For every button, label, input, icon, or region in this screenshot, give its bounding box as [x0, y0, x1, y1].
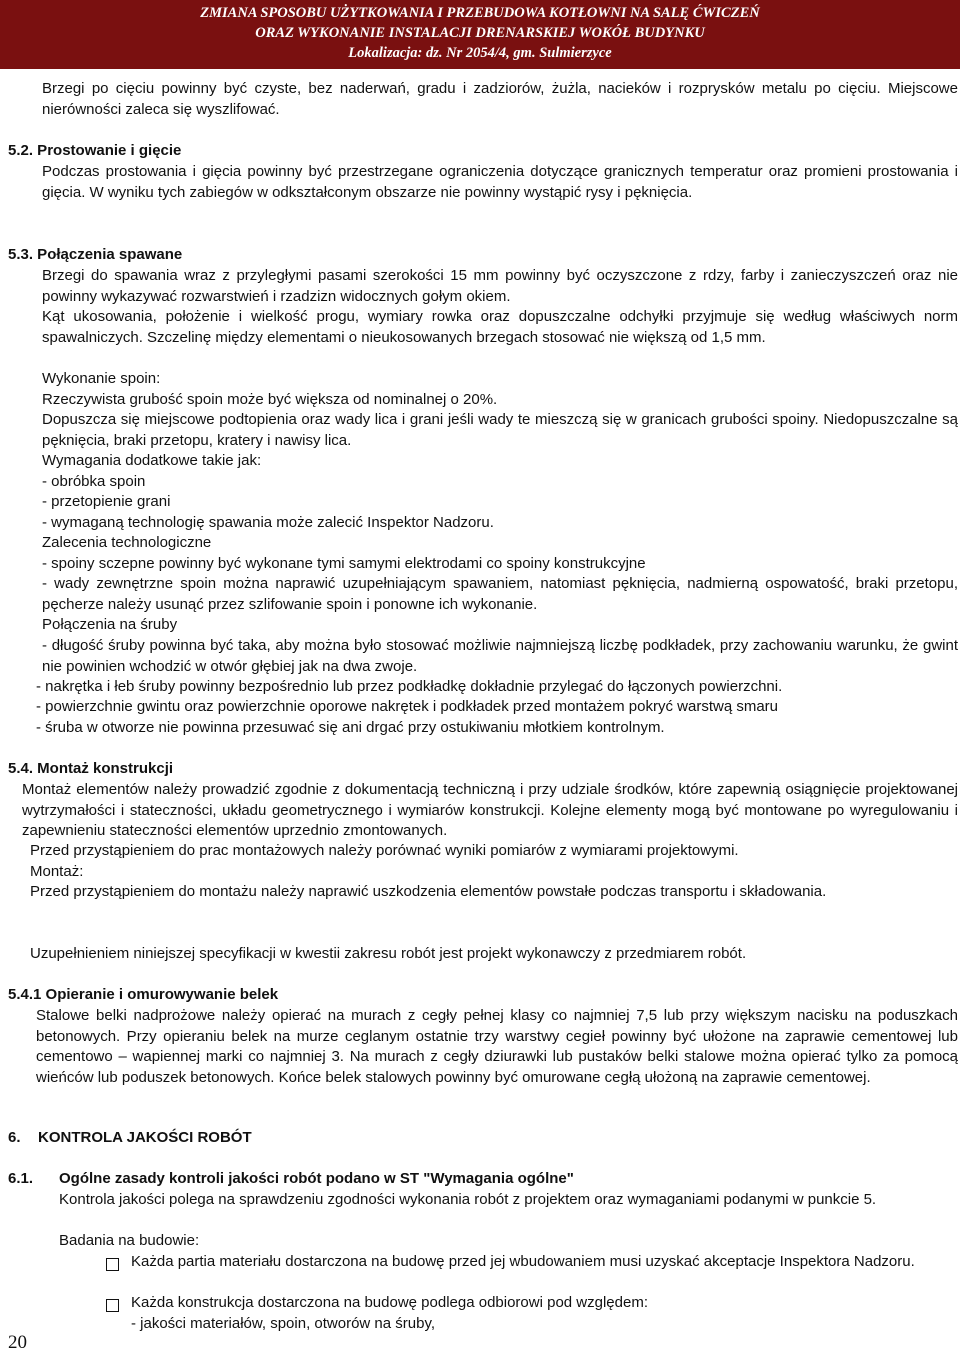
section-5-3-p3: Wykonanie spoin: [42, 370, 161, 387]
section-6-number: 6. [8, 1129, 21, 1146]
section-5-3-p10: Zalecenia technologiczne [42, 534, 212, 551]
checklist-item-2-sub: - jakości materiałów, spoin, otworów na śruby, [131, 1315, 436, 1332]
section-5-4-heading: 5.4. Montaż konstrukcji [8, 760, 174, 777]
section-5-3-p13: Połączenia na śruby [42, 616, 178, 633]
section-5-3-p4: Rzeczywista grubość spoin może być większa od nominalnej o 20%. [42, 391, 498, 408]
section-5-3-heading: 5.3. Połączenia spawane [8, 246, 183, 263]
section-5-3-p5: Dopuszcza się miejscowe podtopienia oraz wady lica i grani jeśli wady te mieszczą się w granicach grubości spoiny. Niedopuszczalne są pęknięcia, braki przetopu, kratery i nawisy lica. [42, 411, 958, 449]
section-5-3-p2: Kąt ukosowania, położenie i wielkość progu, wymiary rowka oraz dopuszczalne odchyłki przyjmuje się według właściwych norm spawalniczych. Szczelinę między elementami o nieukosowanych brzegach stosować nie większą od 1,5 mm. [42, 308, 958, 346]
section-5-4-1-heading: 5.4.1 Opieranie i omurowywanie belek [8, 986, 279, 1003]
section-6-1-heading: Ogólne zasady kontroli jakości robót podano w ST "Wymagania ogólne" [59, 1170, 574, 1187]
section-5-4-p2: Przed przystąpieniem do prac montażowych należy porównać wyniki pomiarów z wymiarami projektowymi. [30, 842, 739, 859]
section-5-2-text: Podczas prostowania i gięcia powinny być przestrzegane ograniczenia dotyczące granicznych temperatur oraz promieni prostowania i gięcia. W wyniku tych zabiegów w odkształconym obszarze nie powinny wystąpić rysy i pęknięcia. [42, 163, 958, 201]
section-5-4-p3: Montaż: [30, 863, 84, 880]
section-6-heading: KONTROLA JAKOŚCI ROBÓT [38, 1129, 252, 1146]
checkbox-icon [106, 1256, 133, 1277]
page-number: 20 [8, 1332, 27, 1353]
section-5-4-p1: Montaż elementów należy prowadzić zgodnie z dokumentacją techniczną i przy udziale środków, które zapewnią osiągnięcie projektowanej wytrzymałości i stateczności, układu geometrycznego i wymiarów konstrukcji. Kolejne elementy mogą być montowane po wyregulowaniu i zapewnieniu stateczności elementów uprzednio zmontowanych. [22, 781, 958, 839]
section-6-1-text: Kontrola jakości polega na sprawdzeniu zgodności wykonania robót z projektem oraz wymaganiami podanymi w punkcie 5. [59, 1191, 877, 1208]
checklist-item-1-text: Każda partia materiału dostarczona na budowę przed jej wbudowaniem musi uzyskać akceptacje Inspektora Nadzoru. [131, 1253, 915, 1270]
header-title-line2: ORAZ WYKONANIE INSTALACJI DRENARSKIEJ WOKÓŁ BUDYNKU [255, 25, 705, 41]
header-location: Lokalizacja: dz. Nr 2054/4, gm. Sulmierzyce [348, 45, 612, 61]
section-5-3-p6: Wymagania dodatkowe takie jak: [42, 452, 262, 469]
section-5-3-p11: - spoiny sczepne powinny być wykonane tymi samymi elektrodami co spoiny konstrukcyjne [42, 555, 646, 572]
section-5-3-p9: - wymaganą technologię spawania może zalecić Inspektor Nadzoru. [42, 514, 494, 531]
header-title-line1: ZMIANA SPOSOBU UŻYTKOWANIA I PRZEBUDOWA KOTŁOWNI NA SALĘ ĆWICZEŃ [200, 5, 760, 21]
section-5-3-p8: - przetopienie grani [42, 493, 171, 510]
section-6-1-number: 6.1. [8, 1170, 34, 1187]
intro-paragraph: Brzegi po cięciu powinny być czyste, bez naderwań, gradu i zadziorów, żużla, nacieków i rozprysków metalu po cięciu. Miejscowe nierówności zaleca się wyszlifować. [42, 80, 958, 118]
section-5-3-p1: Brzegi do spawania wraz z przyległymi pasami szerokości 15 mm powinny być oczyszczone z rdzy, farby i zanieczyszczeń oraz nie powinny wykazywać rozwarstwień i rzadzizn widocznych gołym okiem. [42, 267, 958, 305]
section-5-2-heading: 5.2. Prostowanie i gięcie [8, 142, 182, 159]
section-5-4-p5: Uzupełnieniem niniejszej specyfikacji w kwestii zakresu robót jest projekt wykonawczy z przedmiarem robót. [30, 945, 747, 962]
section-5-3-p16: - powierzchnie gwintu oraz powierzchnie oporowe nakrętek i podkładek przed montażem pokryć warstwą smaru [36, 698, 779, 715]
section-5-3-p14: - długość śruby powinna być taka, aby można było stosować możliwie najmniejszą liczbę podkładek, przy zachowaniu warunku, że gwint nie powinien wchodzić w otwór głębiej jak na dwa zwoje. [42, 637, 958, 675]
checklist-item-2-text: Każda konstrukcja dostarczona na budowę podlega odbiorowi pod względem: [131, 1294, 648, 1311]
section-5-3-p12: - wady zewnętrzne spoin można naprawić uzupełniającym spawaniem, natomiast pęknięcia, nadmierną ospowatość, braki przetopu, pęcherze należy usunąć przez szlifowanie spoin i ponowne ich wykonanie. [42, 575, 958, 613]
section-5-3-p17: - śruba w otworze nie powinna przesuwać się ani drgać przy ostukiwaniu młotkiem kontrolnym. [36, 719, 665, 736]
section-5-3-p15: - nakrętka i łeb śruby powinny bezpośrednio lub przez podkładkę dokładnie przylegać do łączonych powierzchni. [36, 678, 783, 695]
document-header [0, 0, 960, 69]
section-6-1-badania: Badania na budowie: [59, 1232, 200, 1249]
section-5-4-1-text: Stalowe belki nadprożowe należy opierać na murach z cegły pełnej klasy co najmniej 7,5 lub przy większym nacisku na poduszkach betonowych. Przy opieraniu belek na murze ceglanym ostatnie trzy warstwy cegieł powinny być ułożone na zaprawie cementowej lub cementowo – wapiennej marki co najmniej 3. Na murach z cegły dziurawki lub pustaków belki stalowe można opierać tylko za pomocą wieńców lub poduszek betonowych. Końce belek stalowych powinny być omurowane cegłą ułożoną na zaprawie cementowej. [36, 1007, 958, 1086]
checkbox-icon [106, 1297, 133, 1318]
section-5-4-p4: Przed przystąpieniem do montażu należy naprawić uszkodzenia elementów powstałe podczas transportu i składowania. [30, 883, 827, 900]
section-5-3-p7: - obróbka spoin [42, 473, 146, 490]
